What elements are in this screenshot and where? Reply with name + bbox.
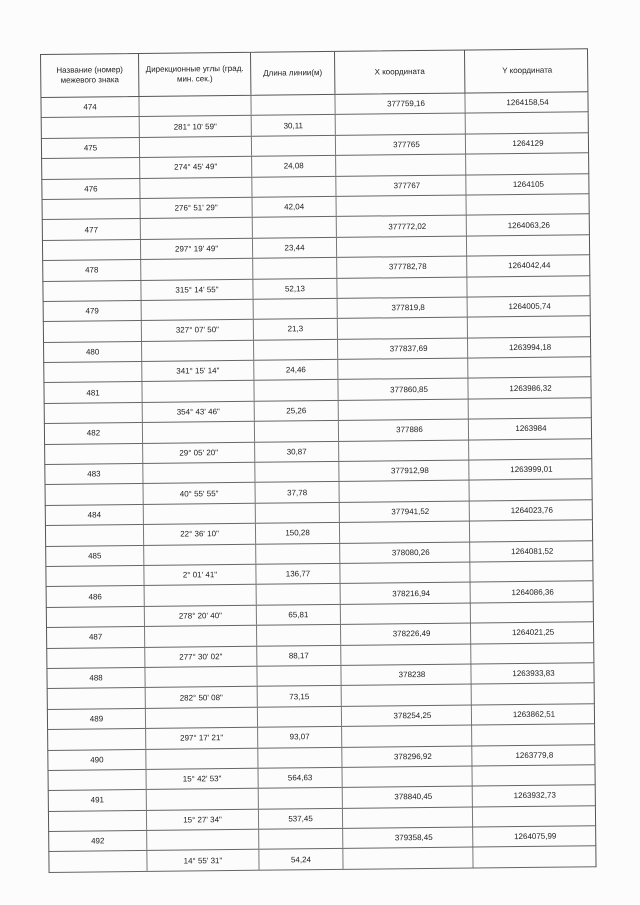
direction-angle: 327° 07' 50" — [142, 320, 254, 341]
line-length: 150,28 — [256, 523, 340, 543]
empty-cell — [468, 357, 592, 378]
empty-cell — [257, 666, 341, 686]
line-length: 54,24 — [259, 849, 343, 869]
y-coordinate: 1263984 — [515, 424, 547, 434]
point-name: 491 — [49, 790, 147, 810]
empty-cell — [259, 829, 343, 849]
point-name: 482 — [45, 423, 143, 443]
point-name: 478 — [43, 260, 141, 280]
empty-cell — [253, 217, 337, 237]
x-coordinate: 377941,52 — [340, 501, 470, 522]
line-length: 37,78 — [256, 482, 340, 502]
empty-cell — [340, 563, 470, 584]
direction-angle: 281° 10' 59" — [140, 116, 252, 137]
point-name: 487 — [47, 627, 145, 647]
empty-cell — [339, 440, 469, 461]
x-coordinate: 378238 — [341, 664, 471, 685]
x-coordinate: 378296,92 — [342, 746, 472, 767]
empty-cell — [44, 321, 142, 341]
direction-angle: 29° 05' 20" — [143, 442, 255, 463]
line-length: 65,81 — [257, 605, 341, 625]
empty-cell — [337, 277, 467, 298]
x-coordinate: 377759,16 — [335, 94, 465, 115]
empty-cell — [336, 155, 466, 176]
header-angle: Дирекционные углы (град. мин. сек.) — [139, 53, 251, 96]
empty-cell — [142, 340, 254, 361]
empty-cell — [259, 788, 343, 808]
empty-cell — [257, 625, 341, 645]
direction-angle: 274° 45' 49" — [140, 157, 252, 178]
empty-cell — [472, 724, 596, 745]
empty-cell — [145, 626, 257, 647]
y-coordinate: 1263932,73 — [513, 791, 556, 801]
empty-cell — [146, 748, 258, 769]
line-length: 21,3 — [254, 319, 338, 339]
empty-cell — [252, 176, 336, 196]
empty-cell — [473, 847, 597, 868]
empty-cell — [472, 765, 596, 786]
line-length: 564,63 — [258, 768, 342, 788]
direction-angle: 282° 50' 08" — [146, 687, 258, 708]
line-length: 30,87 — [255, 442, 339, 462]
empty-cell — [142, 381, 254, 402]
empty-cell — [469, 480, 593, 501]
line-length: 23,44 — [253, 238, 337, 258]
empty-cell — [42, 117, 140, 137]
empty-cell — [143, 422, 255, 443]
x-coordinate: 378254,25 — [342, 705, 472, 726]
empty-cell — [49, 811, 147, 831]
x-coordinate: 377860,85 — [338, 379, 468, 400]
empty-cell — [256, 543, 340, 563]
empty-cell — [252, 136, 336, 156]
x-coordinate: 377912,98 — [339, 461, 469, 482]
empty-cell — [467, 276, 591, 297]
point-name: 486 — [47, 586, 145, 606]
point-name: 480 — [44, 342, 142, 362]
empty-cell — [140, 177, 252, 198]
y-coordinate: 1263986,32 — [509, 383, 552, 393]
empty-cell — [43, 280, 141, 300]
empty-cell — [467, 235, 591, 256]
line-length: 24,08 — [252, 156, 336, 176]
x-coordinate: 377767 — [336, 175, 466, 196]
empty-cell — [253, 258, 337, 278]
x-coordinate: 377772,02 — [337, 216, 467, 237]
x-coordinate: 377819,8 — [338, 297, 468, 318]
y-coordinate: 1264105 — [512, 179, 545, 189]
empty-cell — [337, 236, 467, 257]
empty-cell — [340, 522, 470, 543]
y-coordinate: 1264129 — [512, 138, 544, 149]
coordinates-table — [40, 48, 597, 873]
empty-cell — [472, 684, 596, 705]
empty-cell — [468, 317, 592, 338]
point-name: 488 — [47, 668, 145, 688]
empty-cell — [343, 807, 473, 828]
direction-angle: 22° 36' 10" — [144, 524, 256, 545]
point-name: 475 — [42, 138, 140, 158]
y-coordinate: 1263779,8 — [515, 750, 554, 760]
y-coordinate: 1264021,25 — [511, 627, 555, 638]
empty-cell — [466, 153, 590, 174]
empty-cell — [144, 504, 256, 525]
direction-angle: 278° 20' 40" — [145, 606, 257, 627]
point-name: 481 — [44, 382, 142, 402]
line-length: 52,13 — [253, 278, 337, 298]
empty-cell — [258, 707, 342, 727]
direction-angle: 354° 43' 46" — [143, 402, 255, 423]
empty-cell — [49, 770, 147, 790]
y-coordinate: 1263994,18 — [508, 342, 552, 352]
y-coordinate: 1263999,01 — [510, 464, 553, 475]
point-name: 476 — [42, 179, 140, 199]
line-length: 93,07 — [258, 727, 342, 747]
empty-cell — [139, 96, 251, 117]
point-name: 490 — [48, 749, 146, 769]
empty-cell — [337, 195, 467, 216]
point-name: 492 — [49, 831, 147, 851]
segment-row — [48, 847, 596, 873]
x-coordinate: 378840,45 — [343, 787, 473, 808]
header-x: X координата — [335, 51, 465, 94]
point-name: 483 — [45, 464, 143, 484]
empty-cell — [144, 544, 256, 565]
empty-cell — [44, 362, 142, 382]
empty-cell — [257, 584, 341, 604]
empty-cell — [147, 789, 259, 810]
y-coordinate: 1264063,26 — [507, 220, 550, 230]
empty-cell — [340, 481, 470, 502]
empty-cell — [43, 199, 141, 219]
line-length: 537,45 — [259, 809, 343, 829]
empty-cell — [336, 114, 466, 135]
empty-cell — [49, 851, 147, 871]
empty-cell — [143, 463, 255, 484]
x-coordinate: 377837,69 — [338, 338, 468, 359]
empty-cell — [45, 403, 143, 423]
header-length: Длина линии(м) — [251, 52, 335, 95]
empty-cell — [146, 707, 258, 728]
empty-cell — [140, 137, 252, 158]
x-coordinate: 378216,94 — [341, 583, 471, 604]
empty-cell — [341, 644, 471, 665]
direction-angle: 297° 17' 21" — [146, 728, 258, 749]
line-length: 25,26 — [255, 401, 339, 421]
line-length: 30,11 — [252, 115, 336, 135]
y-coordinate: 1264086,36 — [511, 587, 554, 597]
table-header — [40, 48, 588, 98]
empty-cell — [469, 439, 593, 460]
point-name: 479 — [44, 301, 142, 321]
y-coordinate: 1264023,76 — [510, 505, 553, 516]
point-name: 489 — [48, 709, 146, 729]
empty-cell — [147, 830, 259, 851]
x-coordinate: 377886 — [339, 420, 469, 441]
x-coordinate: 377765 — [336, 134, 466, 155]
line-length: 88,17 — [257, 645, 341, 665]
empty-cell — [46, 566, 144, 586]
direction-angle: 297° 19' 49" — [141, 239, 253, 260]
point-name: 485 — [46, 546, 144, 566]
empty-cell — [343, 848, 473, 869]
empty-cell — [255, 462, 339, 482]
empty-cell — [470, 520, 594, 541]
empty-cell — [43, 240, 141, 260]
direction-angle: 15° 42' 53" — [147, 769, 259, 790]
empty-cell — [338, 318, 468, 339]
empty-cell — [342, 766, 472, 787]
empty-cell — [467, 194, 591, 215]
empty-cell — [47, 607, 145, 627]
line-length: 73,15 — [258, 686, 342, 706]
table-body — [40, 92, 596, 873]
direction-angle: 40° 55' 55" — [144, 483, 256, 504]
empty-cell — [46, 484, 144, 504]
direction-angle: 15° 27' 34" — [147, 809, 259, 830]
point-name: 477 — [43, 219, 141, 239]
empty-cell — [145, 667, 257, 688]
empty-cell — [470, 561, 594, 582]
y-coordinate: 1264081,52 — [511, 546, 554, 556]
direction-angle: 277° 30' 02" — [145, 646, 257, 667]
empty-cell — [254, 380, 338, 400]
y-coordinate: 1264005,74 — [508, 301, 551, 312]
y-coordinate: 1263862,51 — [512, 709, 556, 719]
empty-cell — [338, 359, 468, 380]
empty-cell — [466, 113, 590, 134]
direction-angle: 2° 01' 41" — [144, 565, 256, 586]
empty-cell — [45, 444, 143, 464]
y-coordinate: 1264042,44 — [508, 260, 551, 271]
empty-cell — [256, 503, 340, 523]
empty-cell — [471, 643, 595, 664]
empty-cell — [141, 218, 253, 239]
point-name: 474 — [41, 97, 139, 117]
empty-cell — [48, 729, 146, 749]
empty-cell — [471, 602, 595, 623]
empty-cell — [48, 688, 146, 708]
header-y: Y координата — [502, 65, 553, 76]
empty-cell — [42, 158, 140, 178]
empty-cell — [47, 647, 145, 667]
empty-cell — [258, 747, 342, 767]
x-coordinate: 379358,45 — [343, 828, 473, 849]
empty-cell — [141, 259, 253, 280]
empty-cell — [473, 806, 597, 827]
y-coordinate: 1263933,83 — [512, 668, 555, 679]
direction-angle: 276° 51' 29" — [141, 198, 253, 219]
empty-cell — [469, 398, 593, 419]
line-length: 136,77 — [256, 564, 340, 584]
direction-angle: 315° 14' 55" — [141, 279, 253, 300]
x-coordinate: 377782,78 — [337, 257, 467, 278]
empty-cell — [142, 300, 254, 321]
y-coordinate: 1264158,54 — [506, 97, 549, 108]
x-coordinate: 378080,26 — [340, 542, 470, 563]
empty-cell — [339, 399, 469, 420]
direction-angle: 14° 55' 31" — [147, 850, 259, 871]
empty-cell — [342, 685, 472, 706]
empty-cell — [251, 95, 335, 115]
line-length: 42,04 — [253, 197, 337, 217]
x-coordinate: 378226,49 — [341, 624, 471, 645]
empty-cell — [342, 726, 472, 747]
header-name: Название (номер) межевого знака — [41, 54, 139, 97]
empty-cell — [145, 585, 257, 606]
direction-angle: 341° 15' 14" — [142, 361, 254, 382]
empty-cell — [46, 525, 144, 545]
point-name: 484 — [46, 505, 144, 525]
line-length: 24,46 — [254, 360, 338, 380]
empty-cell — [254, 299, 338, 319]
y-coordinate: 1264075,99 — [514, 831, 557, 842]
empty-cell — [254, 340, 338, 360]
empty-cell — [255, 421, 339, 441]
empty-cell — [341, 603, 471, 624]
